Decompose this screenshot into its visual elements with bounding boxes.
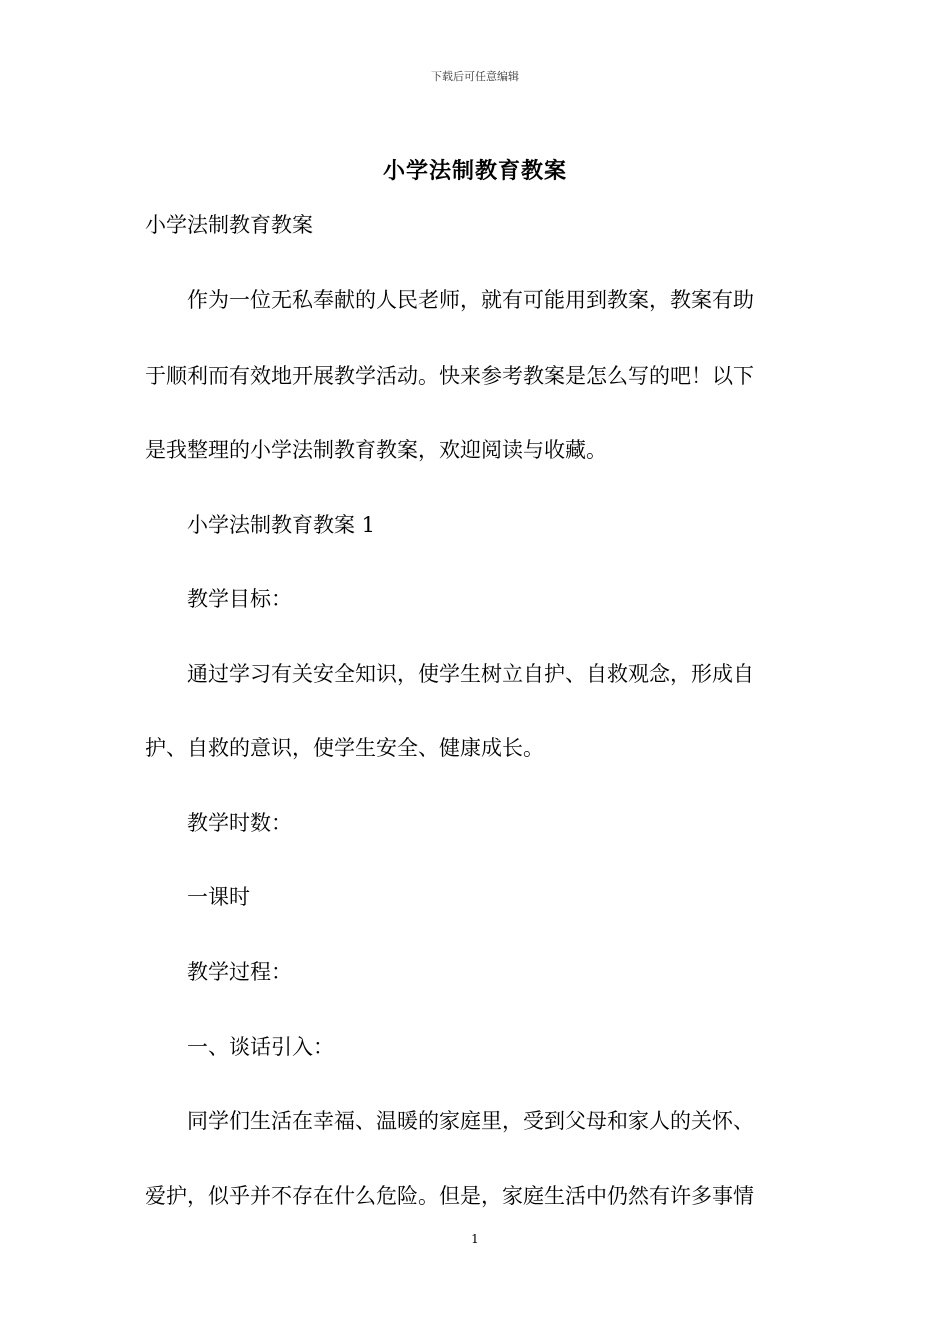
paragraph-line: 是我整理的小学法制教育教案，欢迎阅读与收藏。 [145,438,607,462]
paragraph-line: 通过学习有关安全知识，使学生树立自护、自救观念，形成自 [145,662,754,686]
page-number: 1 [471,1232,479,1246]
paragraph-line: 教学过程： [145,960,292,984]
paragraph-line: 一、谈话引入： [145,1035,334,1059]
paragraph-line: 爱护，似乎并不存在什么危险。但是，家庭生活中仍然有许多事情 [145,1184,754,1208]
section-heading: 小学法制教育教案 1 [145,513,376,537]
paragraph-line: 教学时数： [145,811,292,835]
paragraph-line: 一课时 [145,885,250,909]
paragraph-line: 作为一位无私奉献的人民老师，就有可能用到教案，教案有助 [145,288,754,312]
subtitle-line: 小学法制教育教案 [145,213,313,237]
header-note: 下载后可任意编辑 [431,70,519,83]
paragraph-line: 护、自救的意识，使学生安全、健康成长。 [145,736,544,760]
document-title: 小学法制教育教案 [382,158,567,184]
paragraph-line: 同学们生活在幸福、温暖的家庭里，受到父母和家人的关怀、 [145,1109,754,1133]
paragraph-line: 教学目标： [145,587,292,611]
paragraph-line: 于顺利而有效地开展教学活动。快来参考教案是怎么写的吧！以下 [145,364,754,388]
